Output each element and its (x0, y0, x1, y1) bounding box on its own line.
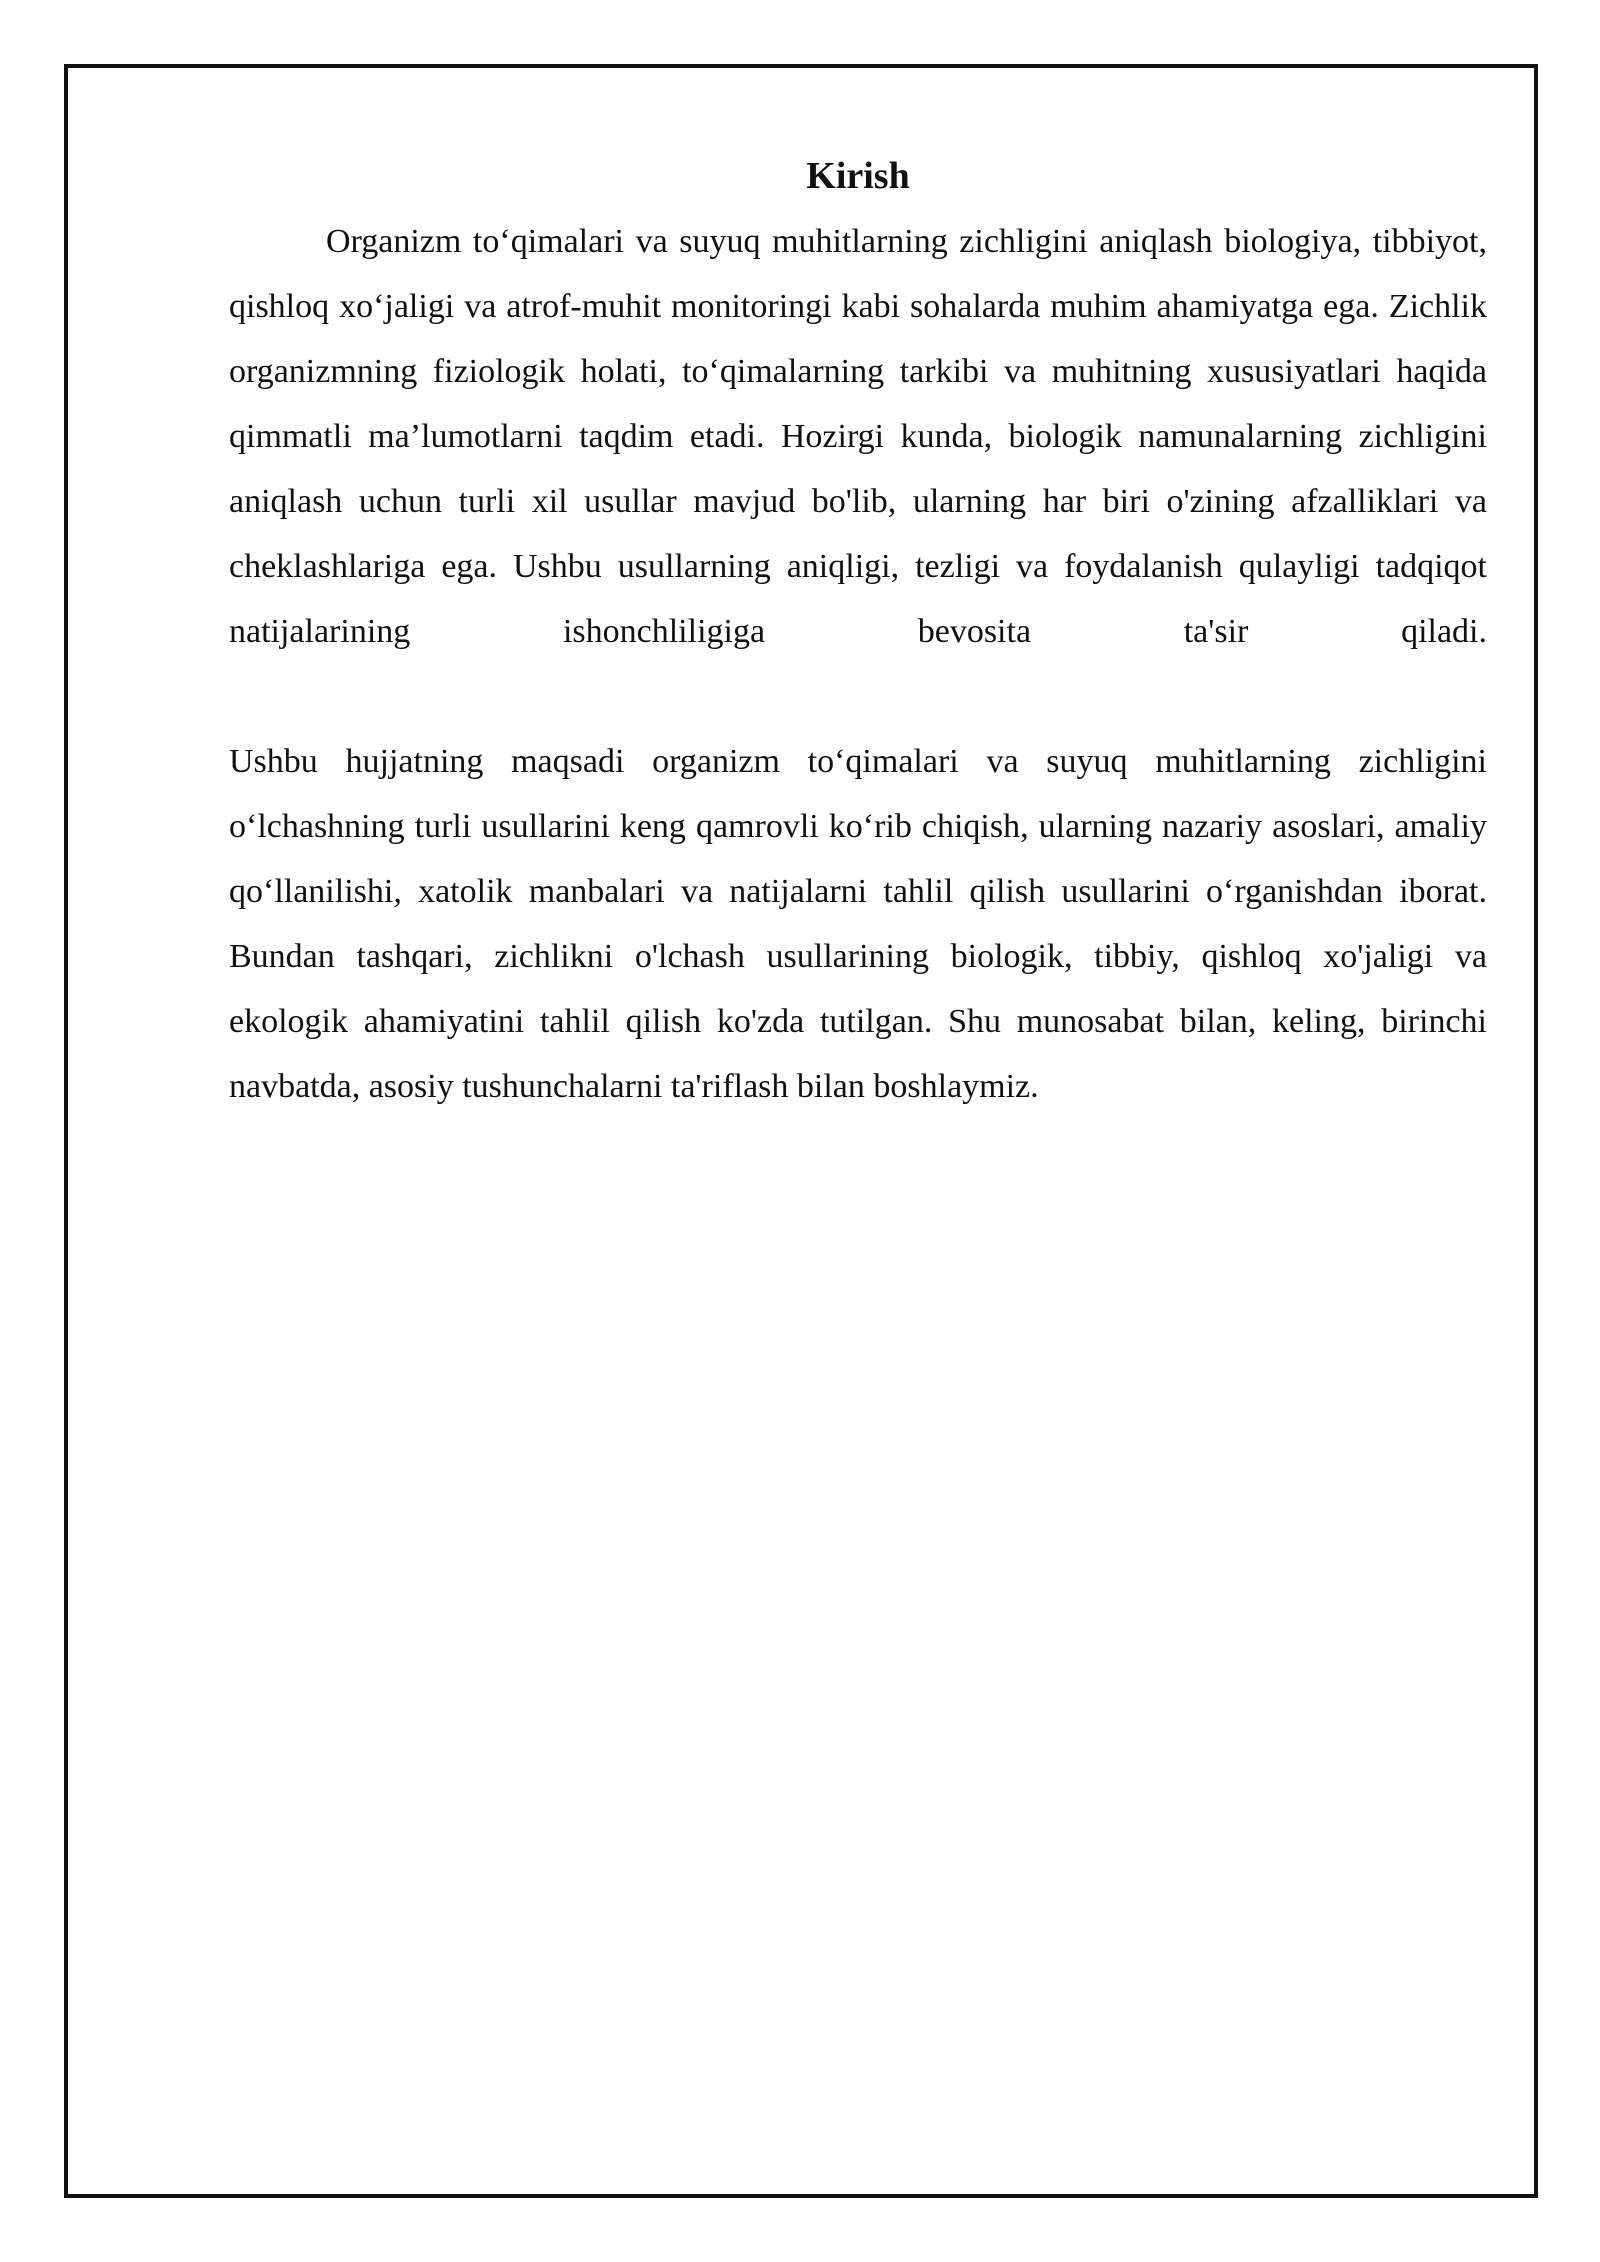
paragraph-purpose: Ushbu hujjatning maqsadi organizm to‘qimalari va suyuq muhitlarning zichligini o‘lchashning turli usullarini keng qamrovli ko‘rib chiqish, ularning nazariy asoslari, amaliy qo‘llanilishi, xatolik manbalari va natijalarni tahlil qilish usullarini o‘rganishdan iborat. Bundan tashqari, zichlikni o'lchash usullarining biologik, tibbiy, qishloq xo'jaligi va ekologik ahamiyatini tahlil qilish ko'zda tutilgan. Shu munosabat bilan, keling, birinchi navbatda, asosiy tushunchalarni ta'riflash bilan boshlaymiz. (229, 743, 1487, 1105)
paragraph-intro: Organizm to‘qimalari va suyuq muhitlarning zichligini aniqlash biologiya, tibbiyot, qishloq xo‘jaligi va atrof-muhit monitoringi kabi sohalarda muhim ahamiyatga ega. Zichlik organizmning fiziologik holati, to‘qimalarning tarkibi va muhitning xususiyatlari haqida qimmatli ma’lumotlarni taqdim etadi. Hozirgi kunda, biologik namunalarning zichligini aniqlash uchun turli xil usullar mavjud bo'lib, ularning har biri o'zining afzalliklari va cheklashlariga ega. Ushbu usullarning aniqligi, tezligi va foydalanish qulayligi tadqiqot natijalarining ishonchliligiga bevosita ta'sir qiladi. (229, 223, 1487, 650)
section-heading: Kirish (806, 155, 910, 197)
document-body (229, 146, 1487, 1119)
paragraph-gap (229, 664, 1487, 729)
